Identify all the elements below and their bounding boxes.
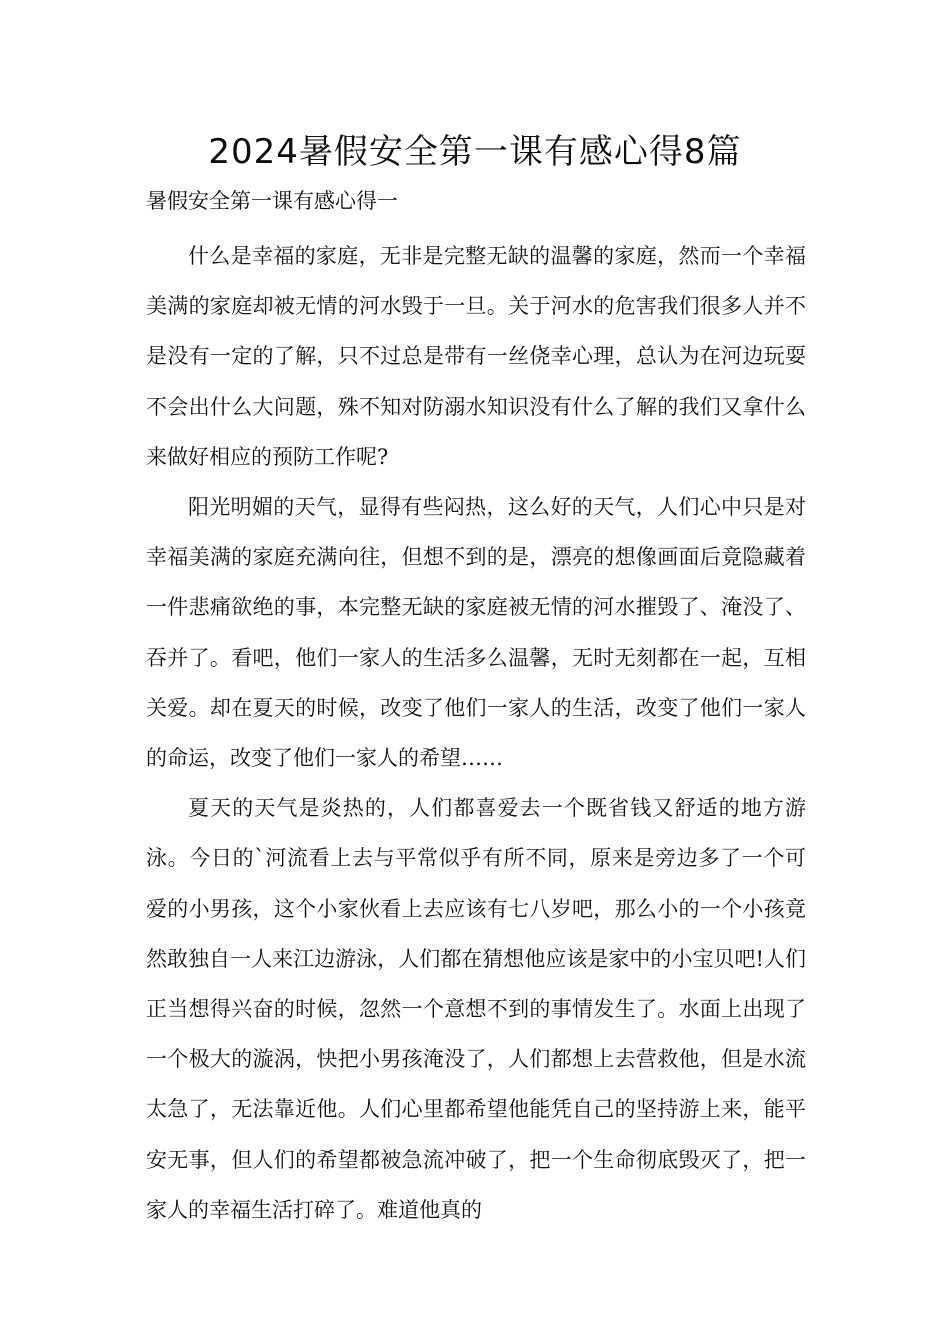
paragraph-1: 什么是幸福的家庭，无非是完整无缺的温馨的家庭，然而一个幸福美满的家庭却被无情的河水毁于一旦。关于河水的危害我们很多人并不是没有一定的了解，只不过总是带有一丝侥幸心理，总认为在河边玩耍不会出什么大问题，殊不知对防溺水知识没有什么了解的我们又拿什么来做好相应的预防工作呢? [146, 244, 806, 469]
paragraph-2: 阳光明媚的天气，显得有些闷热，这么好的天气，人们心中只是对幸福美满的家庭充满向往，但想不到的是，漂亮的想像画面后竟隐藏着一件悲痛欲绝的事，本完整无缺的家庭被无情的河水摧毁了、淹没了、吞并了。看吧，他们一家人的生活多么温馨，无时无刻都在一起，互相关爱。却在夏天的时候，改变了他们一家人的生活，改变了他们一家人的命运，改变了他们一家人的希望…… [146, 495, 806, 771]
document-title: 2024暑假安全第一课有感心得8篇 [208, 132, 742, 172]
section-heading: 暑假安全第一课有感心得一 [146, 189, 398, 213]
paragraph-3: 夏天的天气是炎热的，人们都喜爱去一个既省钱又舒适的地方游泳。今日的`河流看上去与平常似乎有所不同，原来是旁边多了一个可爱的小男孩，这个小家伙看上去应该有七八岁吧，那么小的一个小孩竟然敢独自一人来江边游泳，人们都在猜想他应该是家中的小宝贝吧!人们正当想得兴奋的时候，忽然一个意想不到的事情发生了。水面上出现了一个极大的漩涡，快把小男孩淹没了，人们都想上去营救他，但是水流太急了，无法靠近他。人们心里都希望他能凭自己的坚持游上来，能平安无事，但人们的希望都被急流冲破了，把一个生命彻底毁灭了，把一家人的幸福生活打碎了。难道他真的 [146, 796, 806, 1222]
document-body [146, 231, 806, 1235]
